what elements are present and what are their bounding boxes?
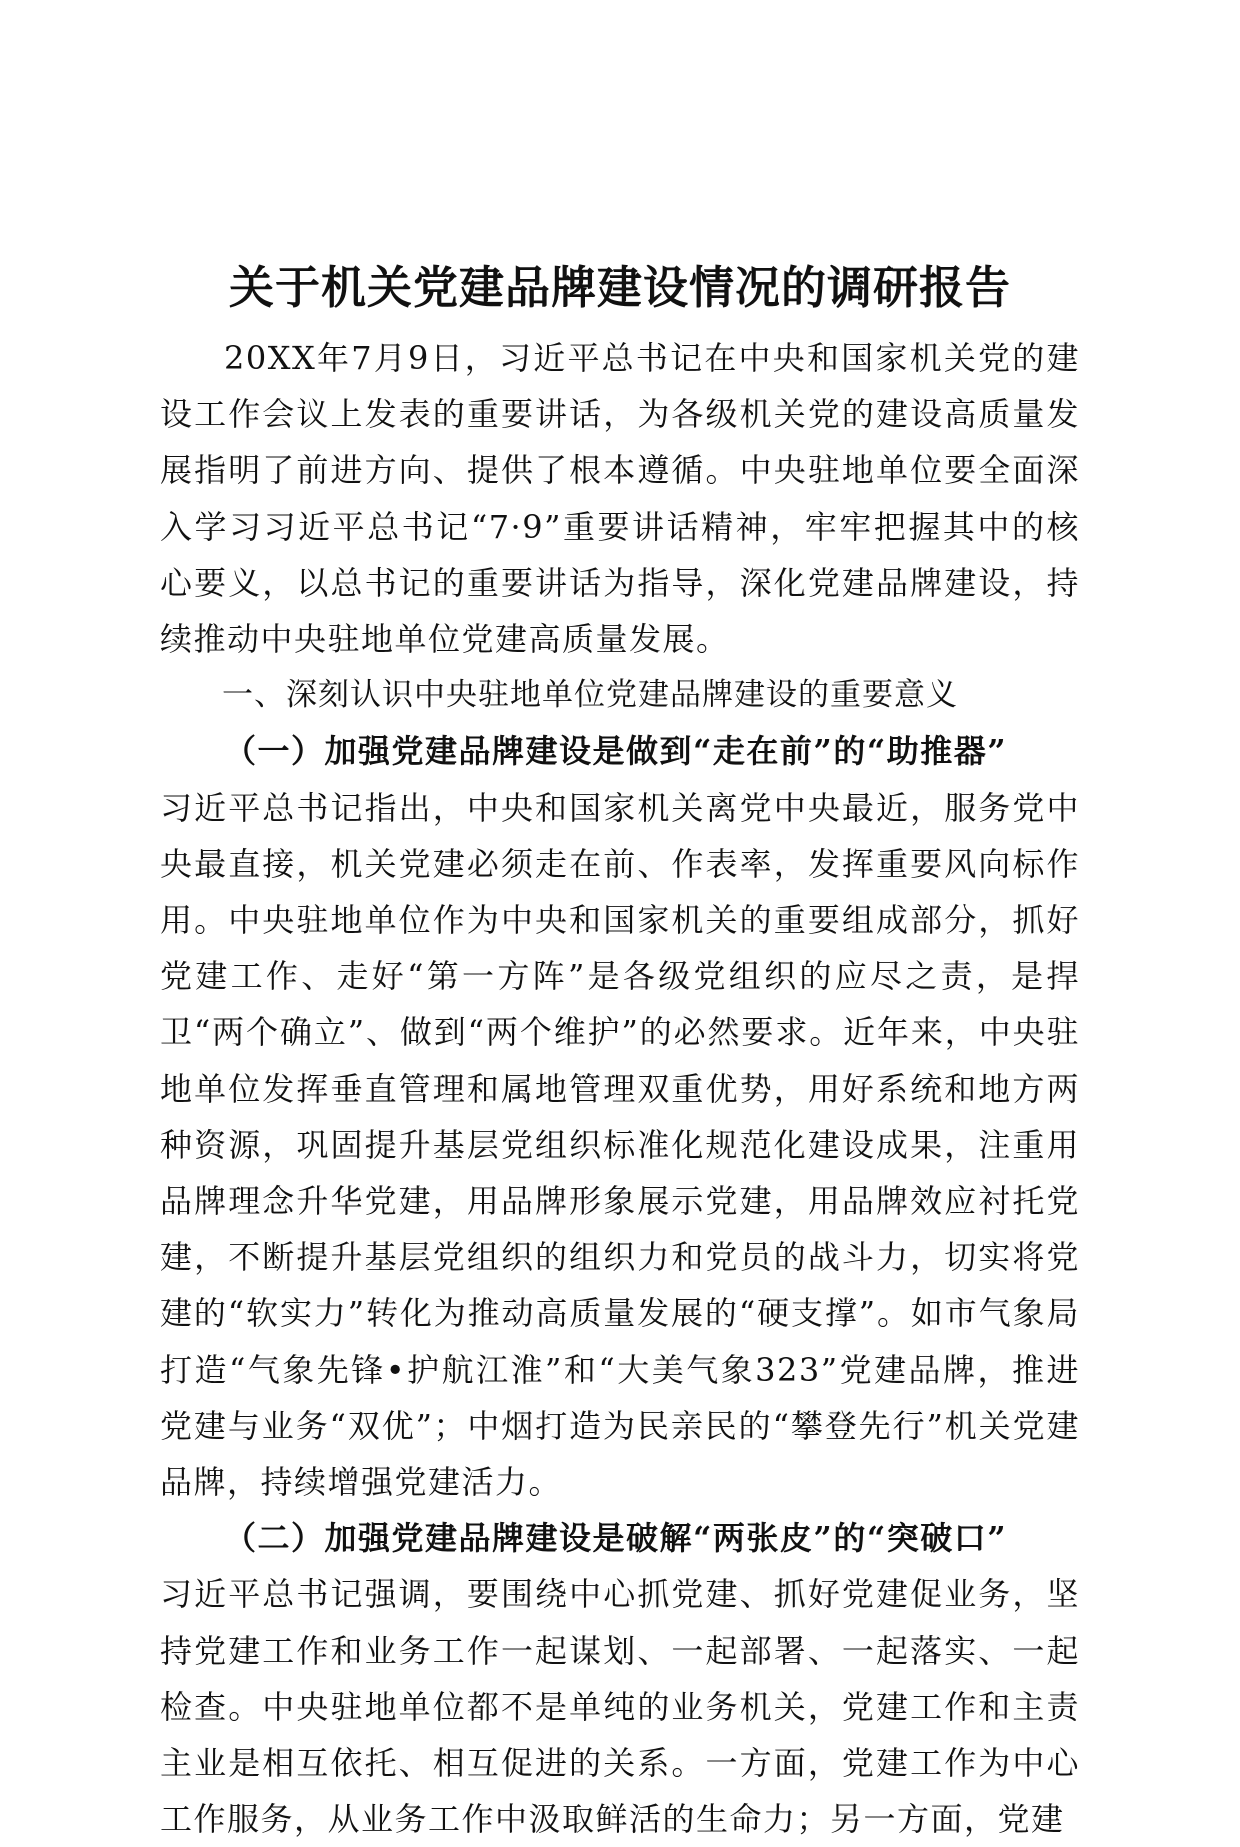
subsection-2-paragraph: 习近平总书记强调，要围绕中心抓党建、抓好党建促业务，坚持党建工作和业务工作一起谋划、一起部署、一起落实、一起检查。中央驻地单位都不是单纯的业务机关，党建工作和主责主业是相互依托、相互促进的关系。一方面，党建工作为中心工作服务，从业务工作中汲取鲜活的生命力；另一方面，党建 bbox=[160, 1575, 1080, 1839]
subsection-1-paragraph: 习近平总书记指出，中央和国家机关离党中央最近，服务党中央最直接，机关党建必须走在前、作表率，发挥重要风向标作用。中央驻地单位作为中央和国家机关的重要组成部分，抓好党建工作、走好“第一方阵”是各级党组织的应尽之责，是捍卫“两个确立”、做到“两个维护”的必然要求。近年来，中央驻地单位发挥垂直管理和属地管理双重优势，用好系统和地方两种资源，巩固提升基层党组织标准化规范化建设成果，注重用品牌理念升华党建，用品牌形象展示党建，用品牌效应衬托党建，不断提升基层党组织的组织力和党员的战斗力，切实将党建的“软实力”转化为推动高质量发展的“硬支撑”。如市气象局打造“气象先锋•护航江淮”和“大美气象323”党建品牌，推进党建与业务“双优”；中烟打造为民亲民的“攀登先行”机关党建品牌，持续增强党建活力。 bbox=[160, 788, 1080, 1502]
subsection-1-heading: （一）加强党建品牌建设是做到“走在前”的“助推器” bbox=[224, 732, 1008, 771]
intro-paragraph: 20XX年7月9日，习近平总书记在中央和国家机关党的建设工作会议上发表的重要讲话，为各级机关党的建设高质量发展指明了前进方向、提供了根本遵循。中央驻地单位要全面深入学习习近平总书记“7·9”重要讲话精神，牢牢把握其中的核心要义，以总书记的重要讲话为指导，深化党建品牌建设，持续推动中央驻地单位党建高质量发展。 bbox=[160, 339, 1080, 659]
document-title: 关于机关党建品牌建设情况的调研报告 bbox=[228, 261, 1011, 314]
document-body bbox=[160, 330, 1080, 1847]
section-1-heading: 一、深刻认识中央驻地单位党建品牌建设的重要意义 bbox=[222, 677, 958, 714]
subsection-2-heading: （二）加强党建品牌建设是破解“两张皮”的“突破口” bbox=[224, 1519, 1008, 1558]
